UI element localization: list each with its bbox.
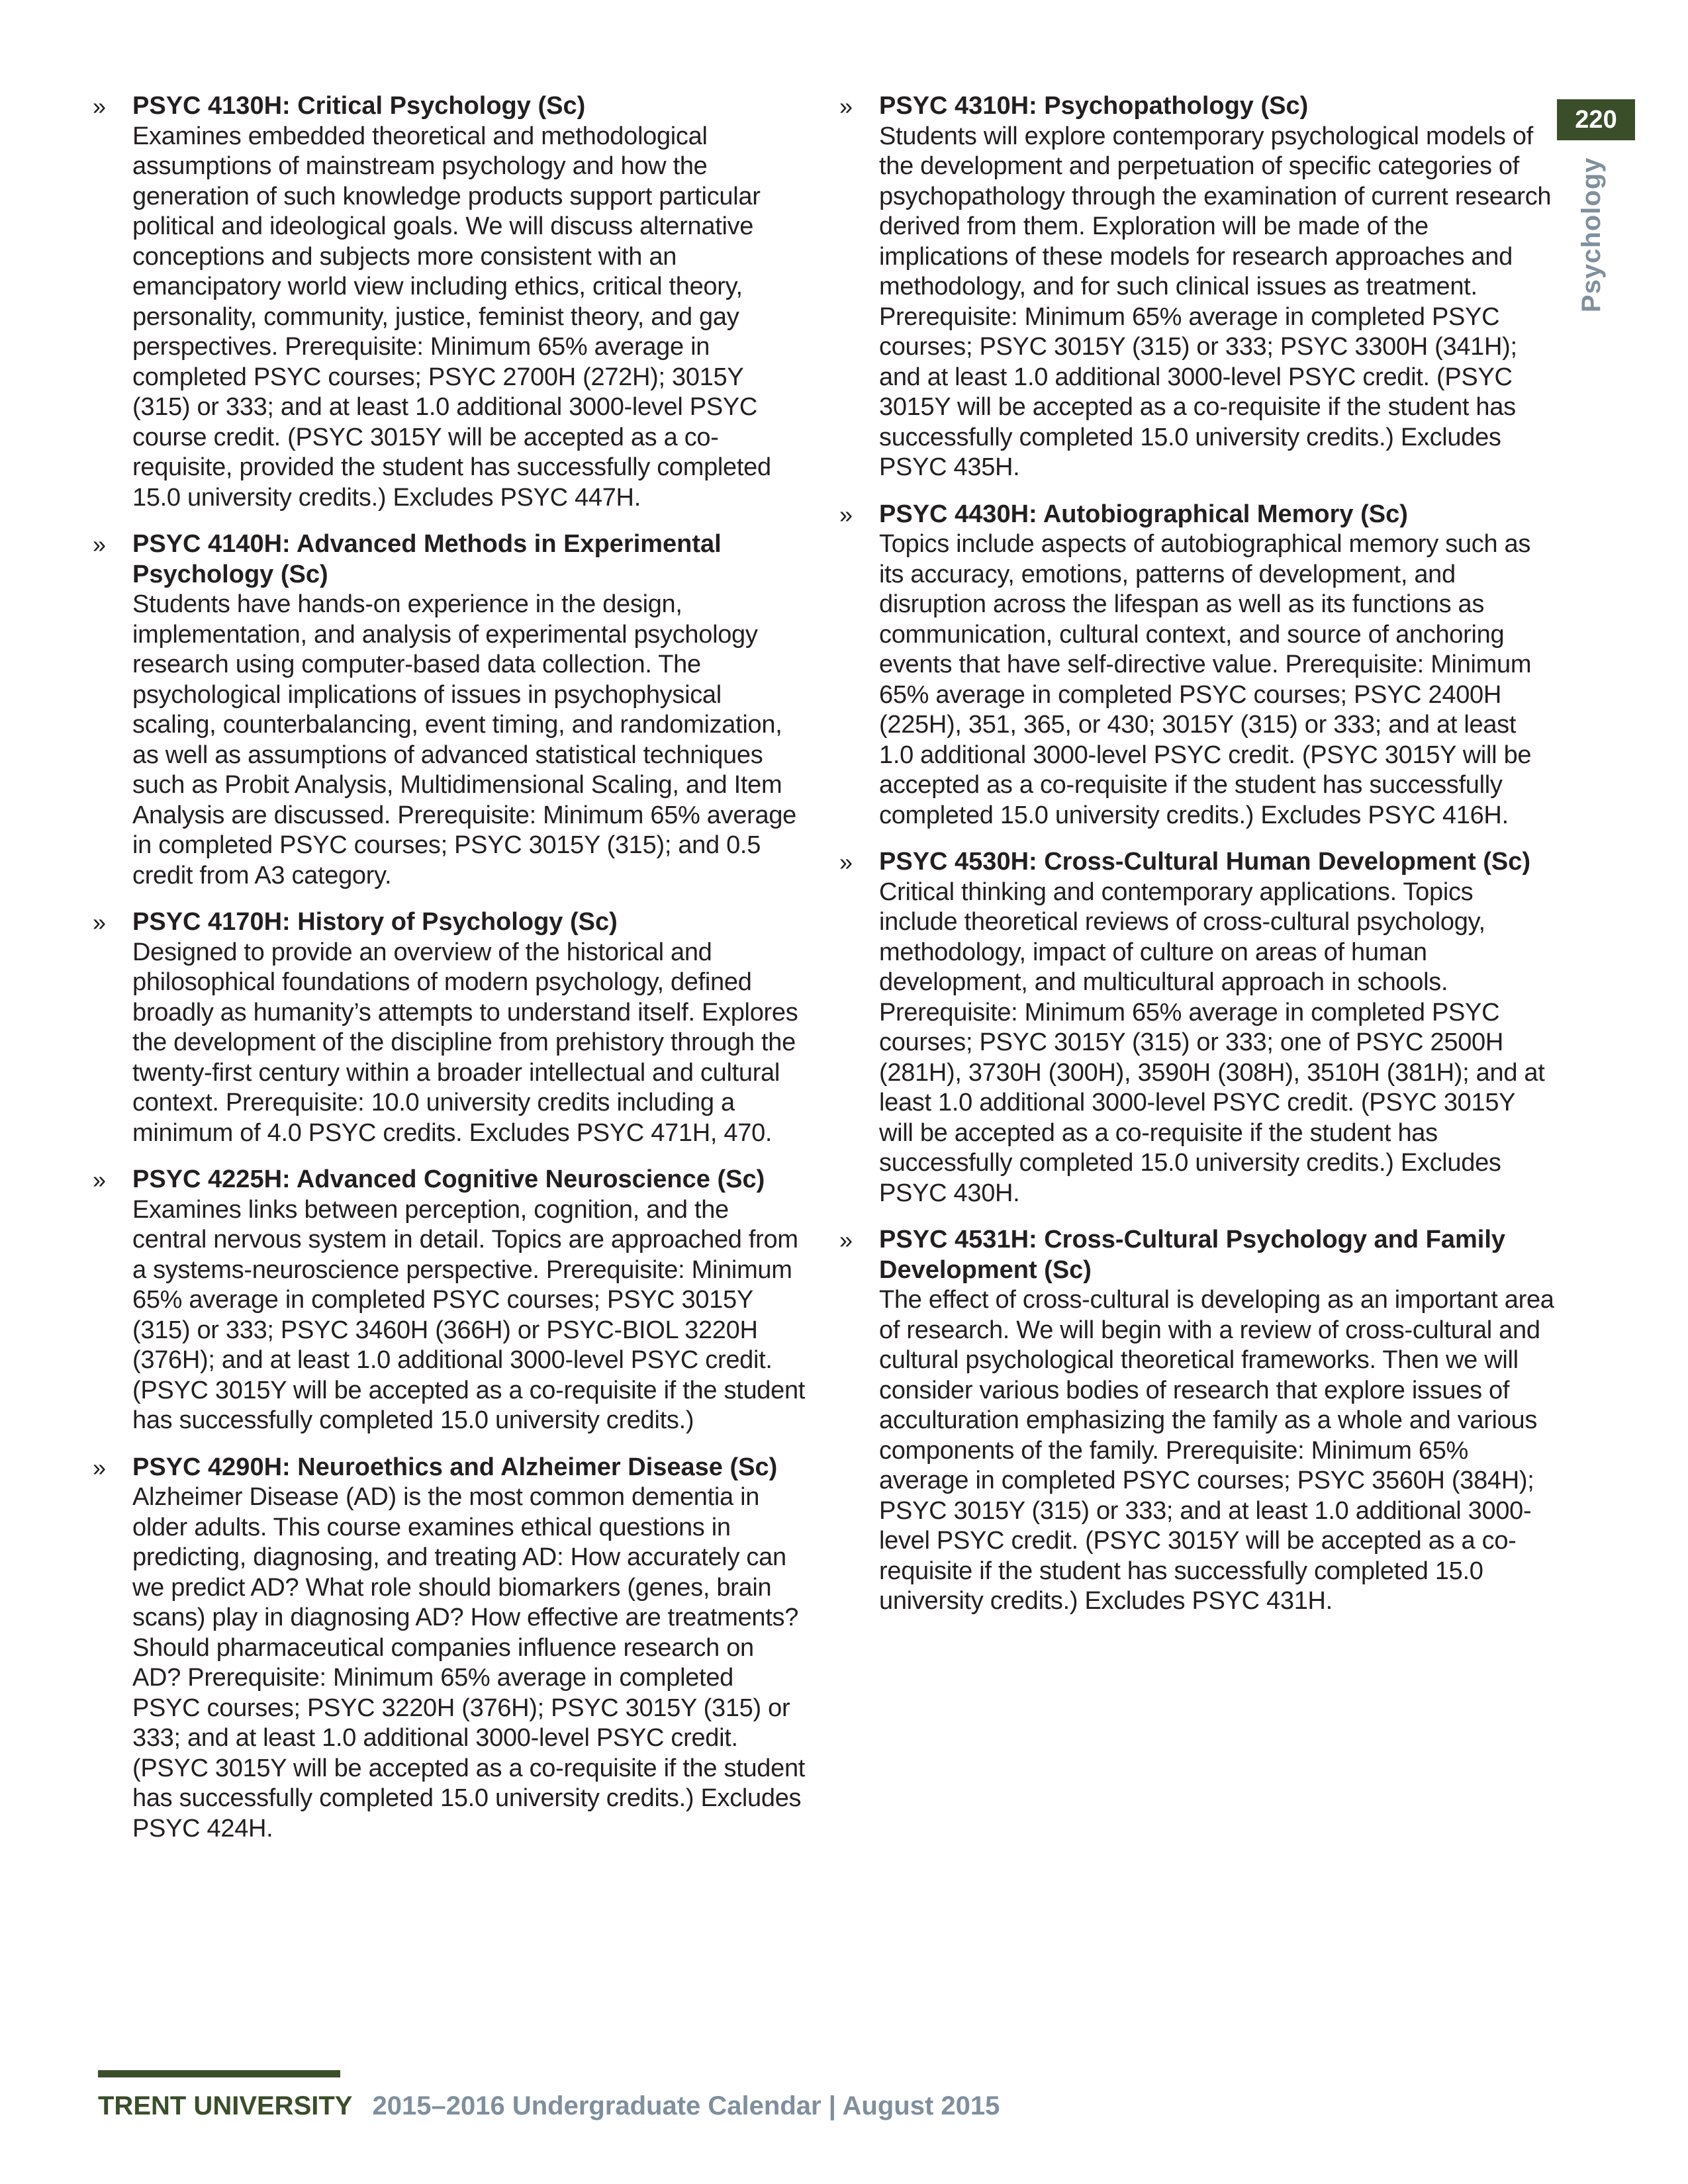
course-entry <box>93 91 808 513</box>
bullet-icon: » <box>839 1226 853 1253</box>
course-entry <box>93 529 808 891</box>
course-entry <box>839 500 1554 831</box>
course-description: Students have hands-on experience in the design, implementation, and analysis of experimental psychology research using computer-based data collection. The psychological implications of issues in psychophysical scaling, counterbalancing, event timing, and randomization, as well as assumptions of advanced statistical techniques such as Probit Analysis, Multidimensional Scaling, and Item Analysis are discussed. Prerequisite: Minimum 65% average in completed PSYC courses; PSYC 3015Y (315); and 0.5 credit from A3 category. <box>132 590 797 889</box>
course-entry <box>839 1225 1554 1617</box>
page-number: 220 <box>1557 99 1635 140</box>
course-entry <box>93 1453 808 1844</box>
footer <box>98 2091 1000 2121</box>
course-description: The effect of cross-cultural is developing as an important area of research. We will begin with a review of cross-cultural and cultural psychological theoretical frameworks. Then we will consider various bodies of research that explore issues of acculturation emphasizing the family as a whole and various components of the family. Prerequisite: Minimum 65% average in completed PSYC courses; PSYC 3560H (384H); PSYC 3015Y (315) or 333; and at least 1.0 additional 3000-level PSYC credit. (PSYC 3015Y will be accepted as a co-requisite if the student has successfully completed 15.0 university credits.) Excludes PSYC 431H. <box>879 1286 1554 1615</box>
bullet-icon: » <box>93 1453 107 1481</box>
course-title: PSYC 4531H: Cross-Cultural Psychology and Family Development (Sc) <box>879 1226 1506 1284</box>
course-title: PSYC 4310H: Psychopathology (Sc) <box>879 92 1309 120</box>
course-title: PSYC 4170H: History of Psychology (Sc) <box>132 908 618 936</box>
course-entry <box>93 907 808 1148</box>
course-entry <box>93 1165 808 1436</box>
bullet-icon: » <box>93 531 107 558</box>
left-column <box>93 91 808 1860</box>
course-description: Students will explore contemporary psychological models of the development and perpetuation of specific categories of psychopathology through the examination of current research derived from them. Exploration will be made of the implications of these models for research approaches and methodology, and for such clinical issues as treatment. Prerequisite: Minimum 65% average in completed PSYC courses; PSYC 3015Y (315) or 333; PSYC 3300H (341H); and at least 1.0 additional 3000-level PSYC credit. (PSYC 3015Y will be accepted as a co-requisite if the student has successfully completed 15.0 university credits.) Excludes PSYC 435H. <box>879 122 1552 481</box>
course-description: Designed to provide an overview of the historical and philosophical foundations of modern psychology, defined broadly as humanity’s attempts to understand itself. Explores the development of the discipline from prehistory through the twenty-first century within a broader intellectual and cultural context. Prerequisite: 10.0 university credits including a minimum of 4.0 PSYC credits. Excludes PSYC 471H, 470. <box>132 938 798 1147</box>
bullet-icon: » <box>93 1166 107 1193</box>
bullet-icon: » <box>839 848 853 876</box>
course-description: Examines embedded theoretical and methodological assumptions of mainstream psychology and how the generation of such knowledge products support particular political and ideological goals. We will discuss alternative conceptions and subjects more consistent with an emancipatory world view including ethics, critical theory, personality, community, justice, feminist theory, and gay perspectives. Prerequisite: Minimum 65% average in completed PSYC courses; PSYC 2700H (272H); 3015Y (315) or 333; and at least 1.0 additional 3000-level PSYC course credit. (PSYC 3015Y will be accepted as a co-requisite, provided the student has successfully completed 15.0 university credits.) Excludes PSYC 447H. <box>132 122 771 512</box>
course-title: PSYC 4430H: Autobiographical Memory (Sc) <box>879 500 1408 528</box>
bullet-icon: » <box>93 909 107 936</box>
course-description: Examines links between perception, cognition, and the central nervous system in detail. Topics are approached from a systems-neuroscience perspective. Prerequisite: Minimum 65% average in completed PSYC courses; PSYC 3015Y (315) or 333; PSYC 3460H (366H) or PSYC-BIOL 3220H (376H); and at least 1.0 additional 3000-level PSYC credit. (PSYC 3015Y will be accepted as a co-requisite if the student has successfully completed 15.0 university credits.) <box>132 1195 806 1434</box>
course-description: Alzheimer Disease (AD) is the most common dementia in older adults. This course examines ethical questions in predicting, diagnosing, and treating AD: How accurately can we predict AD? What role should biomarkers (genes, brain scans) play in diagnosing AD? How effective are treatments? Should pharmaceutical companies influence research on AD? Prerequisite: Minimum 65% average in completed PSYC courses; PSYC 3220H (376H); PSYC 3015Y (315) or 333; and at least 1.0 additional 3000-level PSYC credit. (PSYC 3015Y will be accepted as a co-requisite if the student has successfully completed 15.0 university credits.) Excludes PSYC 424H. <box>132 1483 806 1843</box>
footer-calendar: 2015–2016 Undergraduate Calendar | August 2015 <box>372 2091 1000 2120</box>
course-title: PSYC 4530H: Cross-Cultural Human Development (Sc) <box>879 848 1531 876</box>
course-description: Topics include aspects of autobiographical memory such as its accuracy, emotions, patterns of development, and disruption across the lifespan as well as its functions as communication, cultural context, and source of anchoring events that have self-directive value. Prerequisite: Minimum 65% average in completed PSYC courses; PSYC 2400H (225H), 351, 365, or 430; 3015Y (315) or 333; and at least 1.0 additional 3000-level PSYC credit. (PSYC 3015Y will be accepted as a co-requisite if the student has successfully completed 15.0 university credits.) Excludes PSYC 416H. <box>879 530 1532 829</box>
right-column <box>839 91 1554 1633</box>
bullet-icon: » <box>93 93 107 120</box>
footer-university: TRENT UNIVERSITY <box>98 2091 353 2120</box>
course-title: PSYC 4225H: Advanced Cognitive Neuroscience (Sc) <box>132 1165 765 1193</box>
course-entry <box>839 847 1554 1208</box>
course-description: Critical thinking and contemporary applications. Topics include theoretical reviews of cross-cultural psychology, methodology, impact of culture on areas of human development, and multicultural approach in schools. Prerequisite: Minimum 65% average in completed PSYC courses; PSYC 3015Y (315) or 333; one of PSYC 2500H (281H), 3730H (300H), 3590H (308H), 3510H (381H); and at least 1.0 additional 3000-level PSYC credit. (PSYC 3015Y will be accepted as a co-requisite if the student has successfully completed 15.0 university credits.) Excludes PSYC 430H. <box>879 878 1545 1207</box>
course-entry <box>839 91 1554 483</box>
course-title: PSYC 4130H: Critical Psychology (Sc) <box>132 92 586 120</box>
course-title: PSYC 4290H: Neuroethics and Alzheimer Disease (Sc) <box>132 1453 778 1481</box>
course-title: PSYC 4140H: Advanced Methods in Experimental Psychology (Sc) <box>132 530 722 588</box>
bullet-icon: » <box>839 93 853 120</box>
section-label: Psychology <box>1577 157 1606 312</box>
footer-rule <box>98 2070 340 2077</box>
bullet-icon: » <box>839 500 853 528</box>
